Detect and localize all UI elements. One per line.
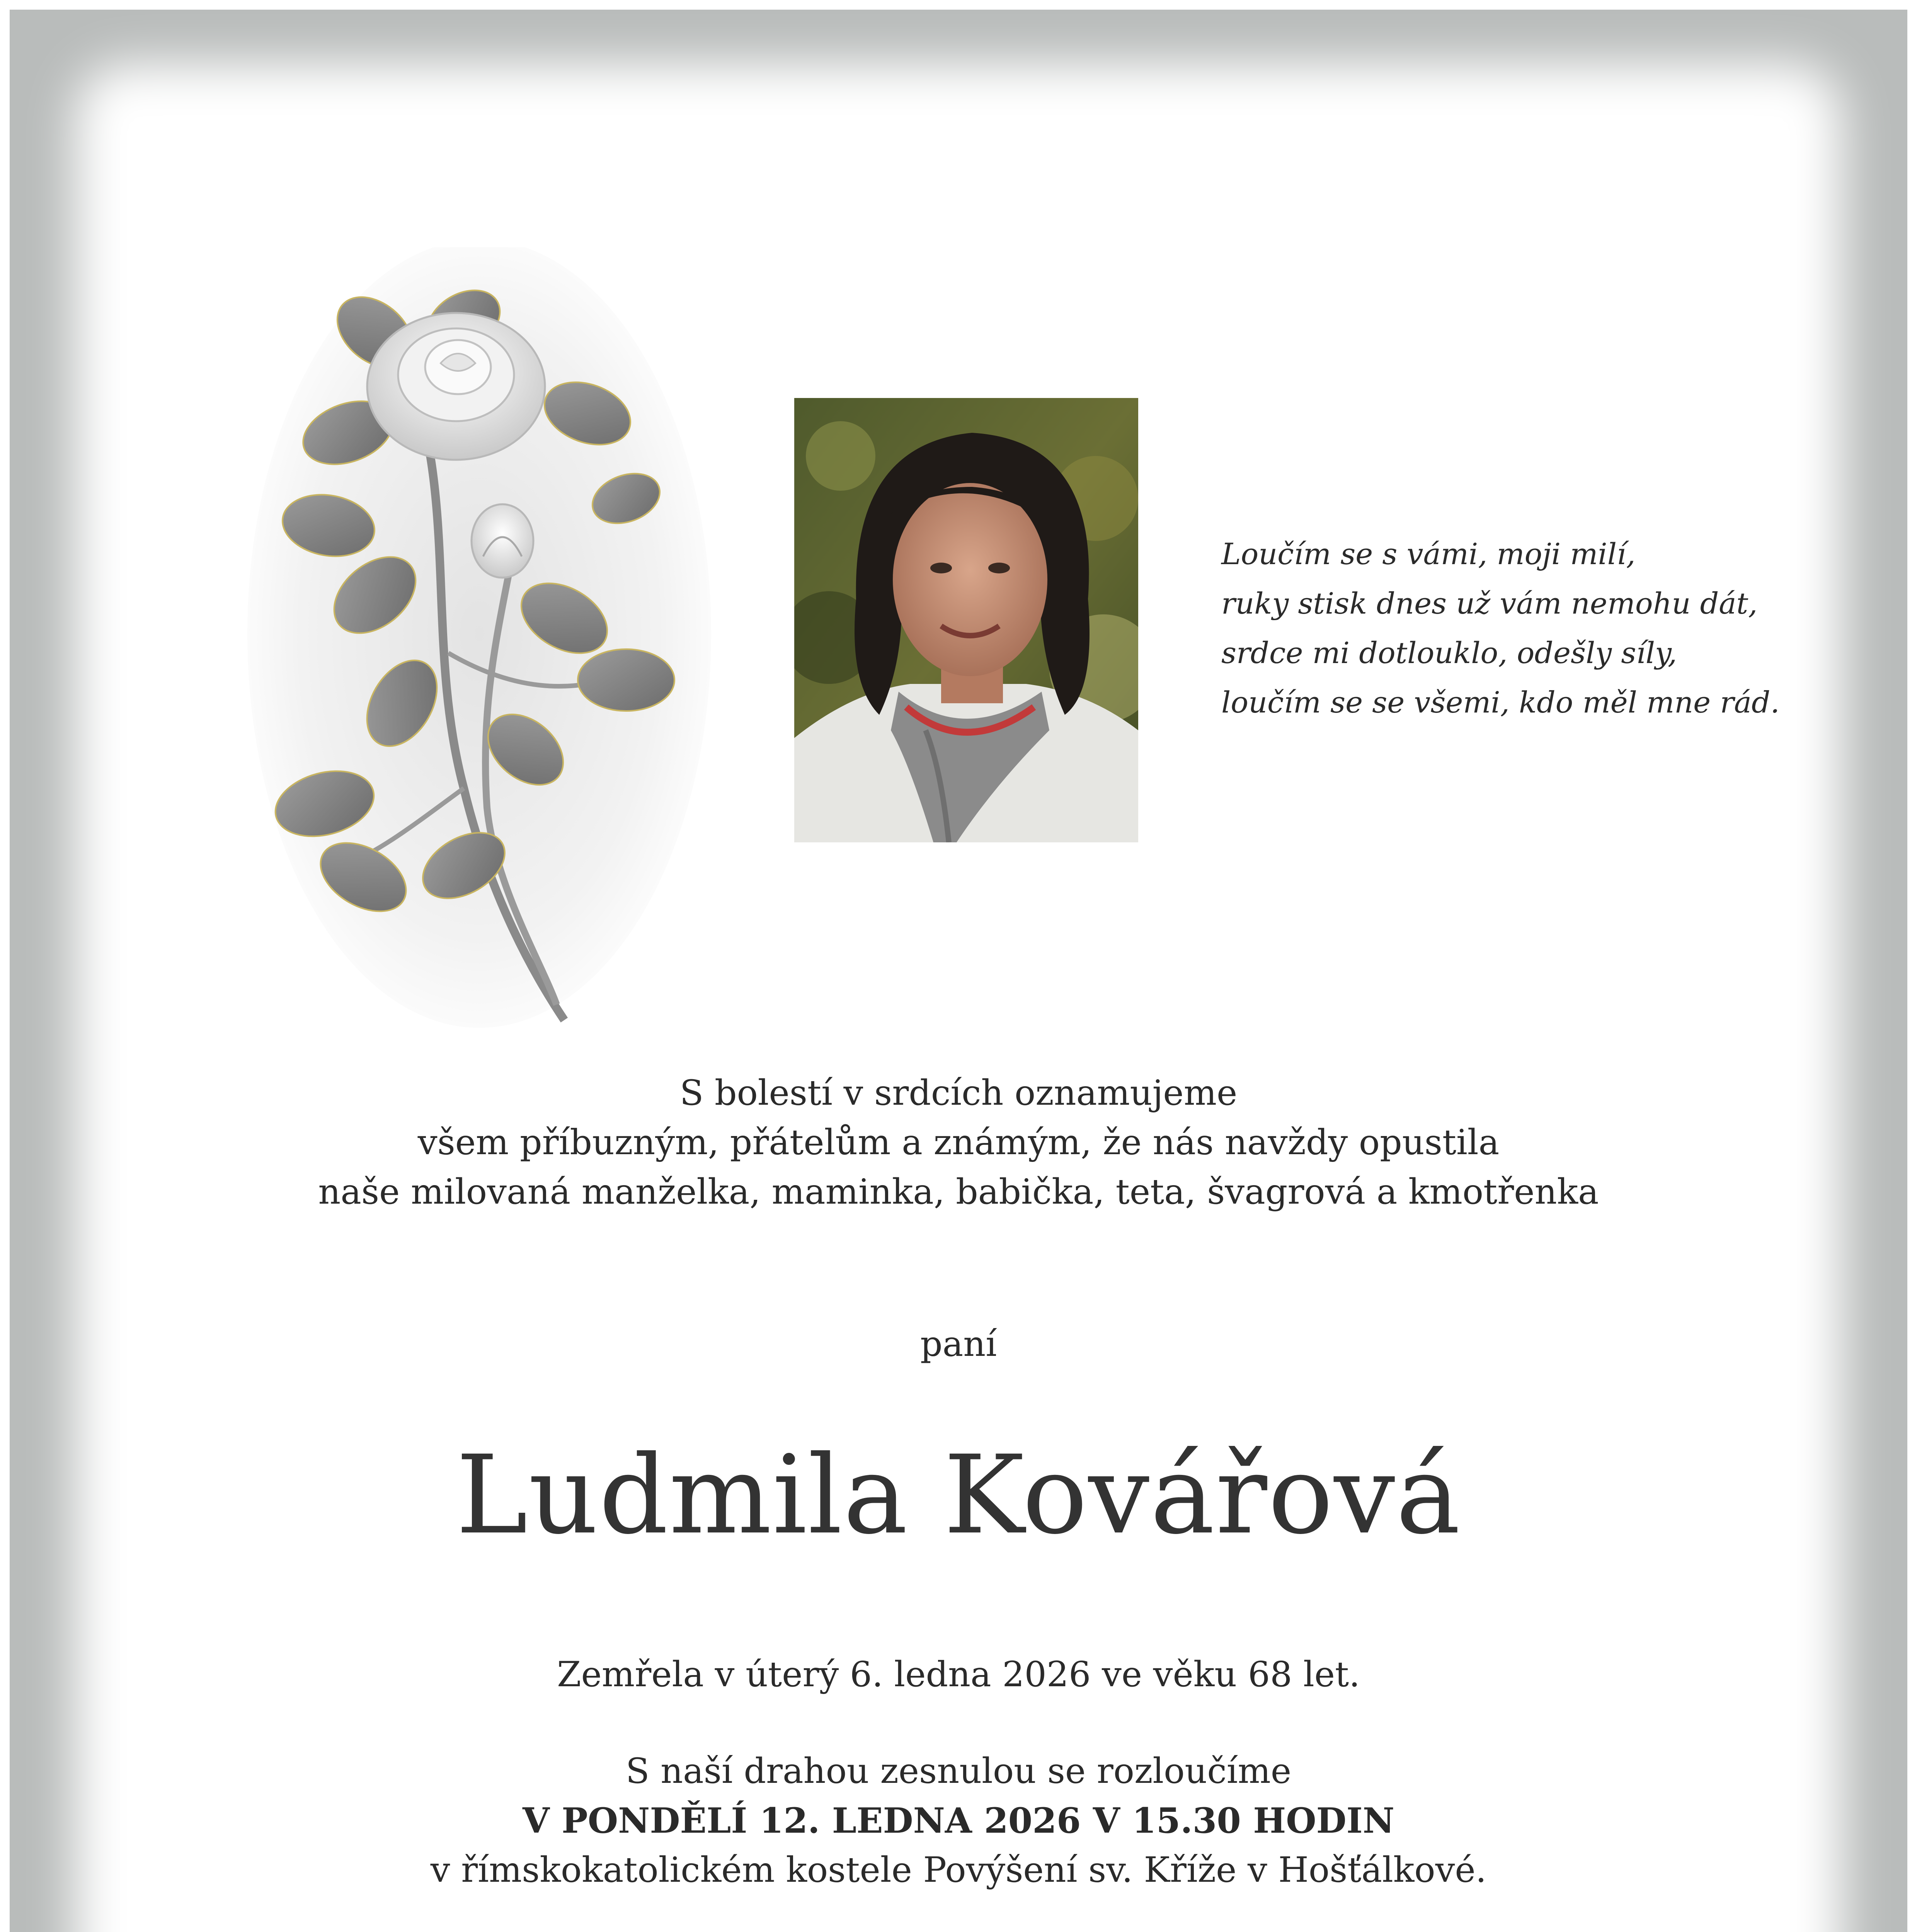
funeral-location: v římskokatolickém kostele Povýšení sv. Kříže v Hošťálkové.	[430, 1850, 1487, 1890]
deceased-name: Ludmila Kovářová	[456, 1432, 1461, 1558]
announcement-line: naše milovaná manželka, maminka, babička, teta, švagrová a kmotřenka	[318, 1172, 1599, 1212]
poem-line: Loučím se s vámi, moji milí,	[1221, 537, 1636, 571]
portrait-photo	[794, 398, 1138, 842]
rose-illustration	[247, 247, 711, 1039]
death-date-text: Zemřela v úterý 6. ledna 2026 ve věku 68 let.	[557, 1654, 1360, 1695]
funeral-datetime: V PONDĚLÍ 12. LEDNA 2026 V 15.30 HODIN	[522, 1800, 1395, 1841]
poem-line: srdce mi dotlouklo, odešly síly,	[1221, 636, 1677, 670]
announcement-line: S bolestí v srdcích oznamujeme	[679, 1073, 1238, 1113]
poem-line: loučím se se všemi, kdo měl mne rád.	[1221, 685, 1780, 719]
honorific: paní	[920, 1324, 997, 1364]
announcement-line: všem příbuzným, přátelům a známým, že nás navždy opustila	[417, 1122, 1500, 1163]
announcement-text	[155, 1068, 1762, 1217]
poem-line: ruky stisk dnes už vám nemohu dát,	[1221, 586, 1758, 621]
farewell-line: S naší drahou zesnulou se rozloučíme	[625, 1751, 1292, 1791]
funeral-details	[155, 1747, 1762, 1895]
farewell-poem	[1221, 529, 1820, 727]
